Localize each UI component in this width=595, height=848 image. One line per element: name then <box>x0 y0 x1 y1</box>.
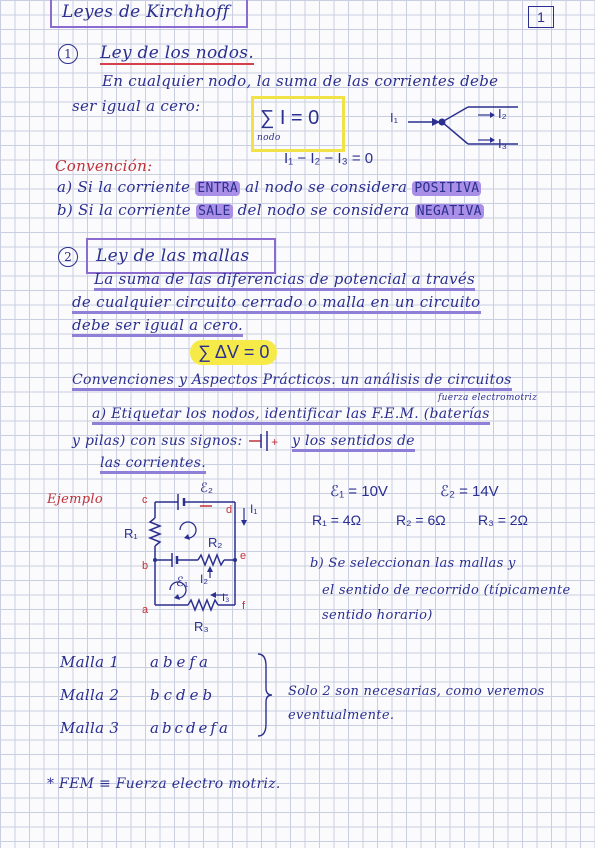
emf2-value: ℰ₂ = 14V <box>440 483 499 500</box>
r1-value: R₁ = 4Ω <box>312 512 362 528</box>
section-2-number: 2 <box>58 247 78 267</box>
r3-value: R₃ = 2Ω <box>478 512 529 528</box>
nodes-text-line2: ser igual a cero: <box>72 97 201 115</box>
mesh-note-line1: Solo 2 son necesarias, como veremos <box>288 684 545 699</box>
footnote: * FEM ≡ Fuerza electro motriz. <box>47 776 281 792</box>
conv-b-word: SALE <box>198 204 231 219</box>
step-b-line3: sentido horario) <box>322 608 433 623</box>
page-number-box <box>528 6 554 28</box>
battery-symbol-icon <box>247 431 287 451</box>
item-a-line2-pre: y pilas) con sus signos: <box>72 433 243 449</box>
circuit-label-r1: R₁ <box>124 526 138 541</box>
conv-a-result: POSITIVA <box>414 181 480 196</box>
practical-heading: Convenciones y Aspectos Prácticos. un análisis de circuitos <box>72 372 512 391</box>
conv-a-word: ENTRA <box>197 181 239 196</box>
circuit-label-i1: I₁ <box>250 502 258 516</box>
loops-formula: ∑ ΔV = 0 <box>190 340 277 365</box>
conv-b-prefix: b) Si la corriente <box>57 201 191 219</box>
emf1-value: ℰ₁ = 10V <box>330 483 388 500</box>
mesh-1-name: Malla 1 <box>60 653 120 671</box>
mesh-3-path: abcdefa <box>150 719 231 737</box>
mesh-2-path: bcdeb <box>150 686 217 704</box>
mesh-2-name: Malla 2 <box>60 686 120 704</box>
loops-text-line3: debe ser igual a cero. <box>72 316 243 337</box>
mesh-note-line2: eventualmente. <box>288 708 395 723</box>
circuit-label-e2: ℰ₂ <box>200 480 213 495</box>
page-title: Leyes de Kirchhoff <box>62 2 230 22</box>
r2-value: R₂ = 6Ω <box>396 512 446 528</box>
step-b-line2: el sentido de recorrido (típicamente <box>322 583 571 598</box>
title-box <box>50 0 248 28</box>
node-label-e: e <box>240 550 247 562</box>
svg-text:+: + <box>271 435 279 449</box>
nodes-text-line1: En cualquier nodo, la suma de las corrientes debe <box>102 72 499 90</box>
item-a-line2 <box>72 431 415 451</box>
node-label-a: a <box>142 604 149 616</box>
item-a-line1: a) Etiquetar los nodos, identificar las F.E.M. (baterías <box>92 406 490 425</box>
fem-note-above: fuerza electromotriz <box>438 393 538 403</box>
mesh-1-path: abefa <box>150 653 212 671</box>
circuit-label-e1: ℰ₁ <box>176 574 189 589</box>
step-b-line1: b) Se seleccionan las mallas y <box>310 556 516 571</box>
mesh-brace <box>254 652 274 738</box>
item-a-line3: las corrientes. <box>100 455 206 474</box>
item-a-line2-post: y los sentidos de <box>292 433 415 452</box>
loops-heading-box <box>86 238 276 274</box>
node-label-f: f <box>242 600 246 612</box>
loops-text-line2: de cualquier circuito cerrado o malla en un circuito <box>72 293 481 314</box>
nodes-equation: I₁ − I₂ − I₃ = 0 <box>284 150 374 167</box>
conv-b-result: NEGATIVA <box>416 204 482 219</box>
example-label: Ejemplo <box>47 492 103 507</box>
sum-formula-subscript: nodo <box>257 133 281 143</box>
diagram-i1: I₁ <box>390 110 398 125</box>
circuit-label-i2: I₂ <box>200 572 208 586</box>
section-1-number: 1 <box>58 44 78 64</box>
node-label-d: d <box>226 504 233 516</box>
diagram-i3: I₃ <box>498 136 507 151</box>
conv-b-mid: del nodo se considera <box>237 201 410 219</box>
node-label-c: c <box>142 494 148 506</box>
conv-a-mid: al nodo se considera <box>245 178 408 196</box>
circuit-diagram <box>140 480 280 630</box>
sum-formula: ∑ I = 0 <box>260 107 320 129</box>
circuit-label-r2: R₂ <box>208 535 223 550</box>
conv-a-prefix: a) Si la corriente <box>57 178 191 196</box>
loops-heading: Ley de las mallas <box>96 246 250 266</box>
convention-a <box>57 178 481 196</box>
nodes-heading: Ley de los nodos. <box>100 43 255 63</box>
circuit-label-i3: I₃ <box>222 592 230 604</box>
loops-text-line1: La suma de las diferencias de potencial a través <box>94 270 475 291</box>
mesh-3-name: Malla 3 <box>60 719 120 737</box>
node-label-b: b <box>142 560 149 572</box>
sum-formula-box <box>251 96 345 152</box>
convention-label: Convención: <box>55 157 153 175</box>
page-number: 1 <box>537 9 545 25</box>
diagram-i2: I₂ <box>498 106 507 121</box>
convention-b <box>57 201 484 219</box>
circuit-label-r3: R₃ <box>194 619 209 634</box>
